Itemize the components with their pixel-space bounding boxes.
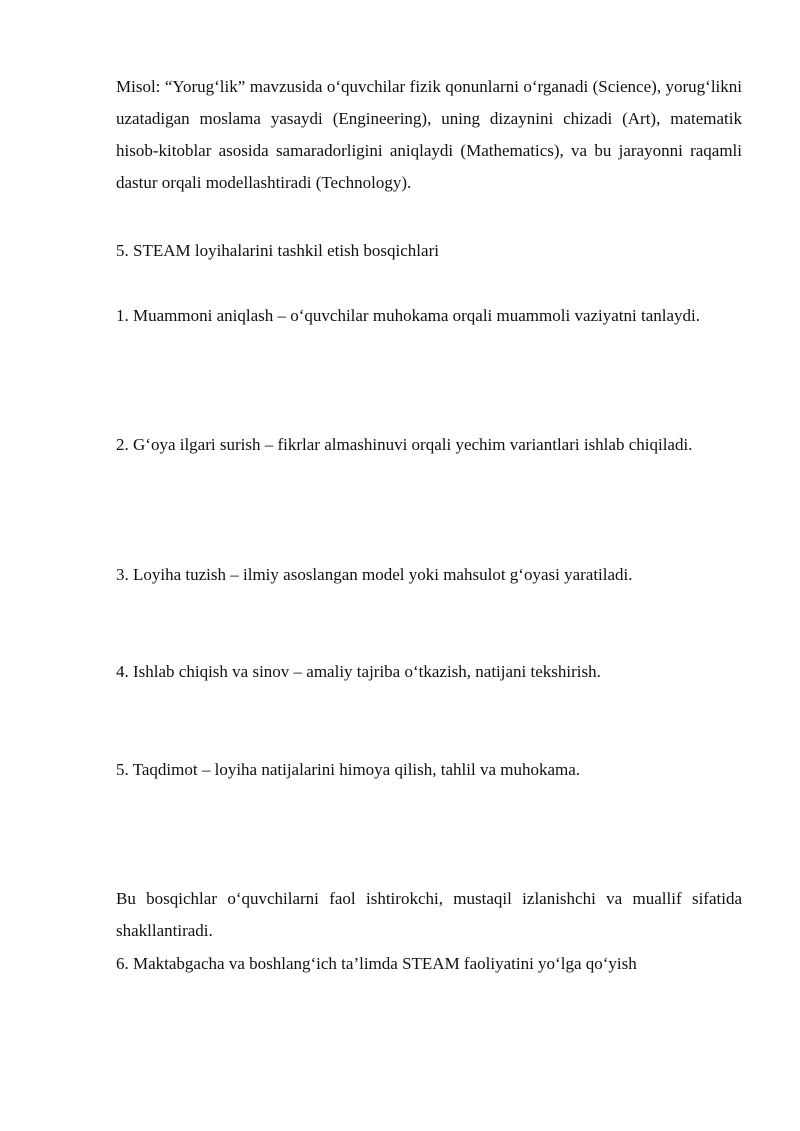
stage-item-project-design: 3. Loyiha tuzish – ilmiy asoslangan model yoki mahsulot g‘oyasi yaratiladi. — [116, 565, 633, 584]
example-paragraph: Misol: “Yorug‘lik” mavzusida o‘quvchilar fizik qonunlarni o‘rganadi (Science), yorug‘likni uzatadigan moslama yasaydi (Engineering), uning dizaynini chizadi (Art), matematik hisob-kitoblar asosida samaradorligini aniqlaydi (Mathematics), va bu jarayonni raqamli dastur orqali modellashtiradi (Technology). — [116, 77, 742, 192]
stage-item-development-testing: 4. Ishlab chiqish va sinov – amaliy tajriba o‘tkazish, natijani tekshirish. — [116, 662, 601, 681]
stage-item-idea-generation: 2. G‘oya ilgari surish – fikrlar almashinuvi orqali yechim variantlari ishlab chiqiladi. — [116, 435, 693, 454]
stage-item-problem-definition: 1. Muammoni aniqlash – o‘quvchilar muhokama orqali muammoli vaziyatni tanlaydi. — [116, 306, 701, 325]
stage-item-presentation: 5. Taqdimot – loyiha natijalarini himoya qilish, tahlil va muhokama. — [116, 760, 581, 779]
section-heading-preschool-primary: 6. Maktabgacha va boshlang‘ich ta’limda STEAM faoliyatini yo‘lga qo‘yish — [116, 954, 637, 973]
section-heading-steam-stages: 5. STEAM loyihalarini tashkil etish bosqichlari — [116, 241, 439, 260]
conclusion-paragraph: Bu bosqichlar o‘quvchilarni faol ishtirokchi, mustaqil izlanishchi va muallif sifatida shakllantiradi. — [116, 889, 742, 940]
